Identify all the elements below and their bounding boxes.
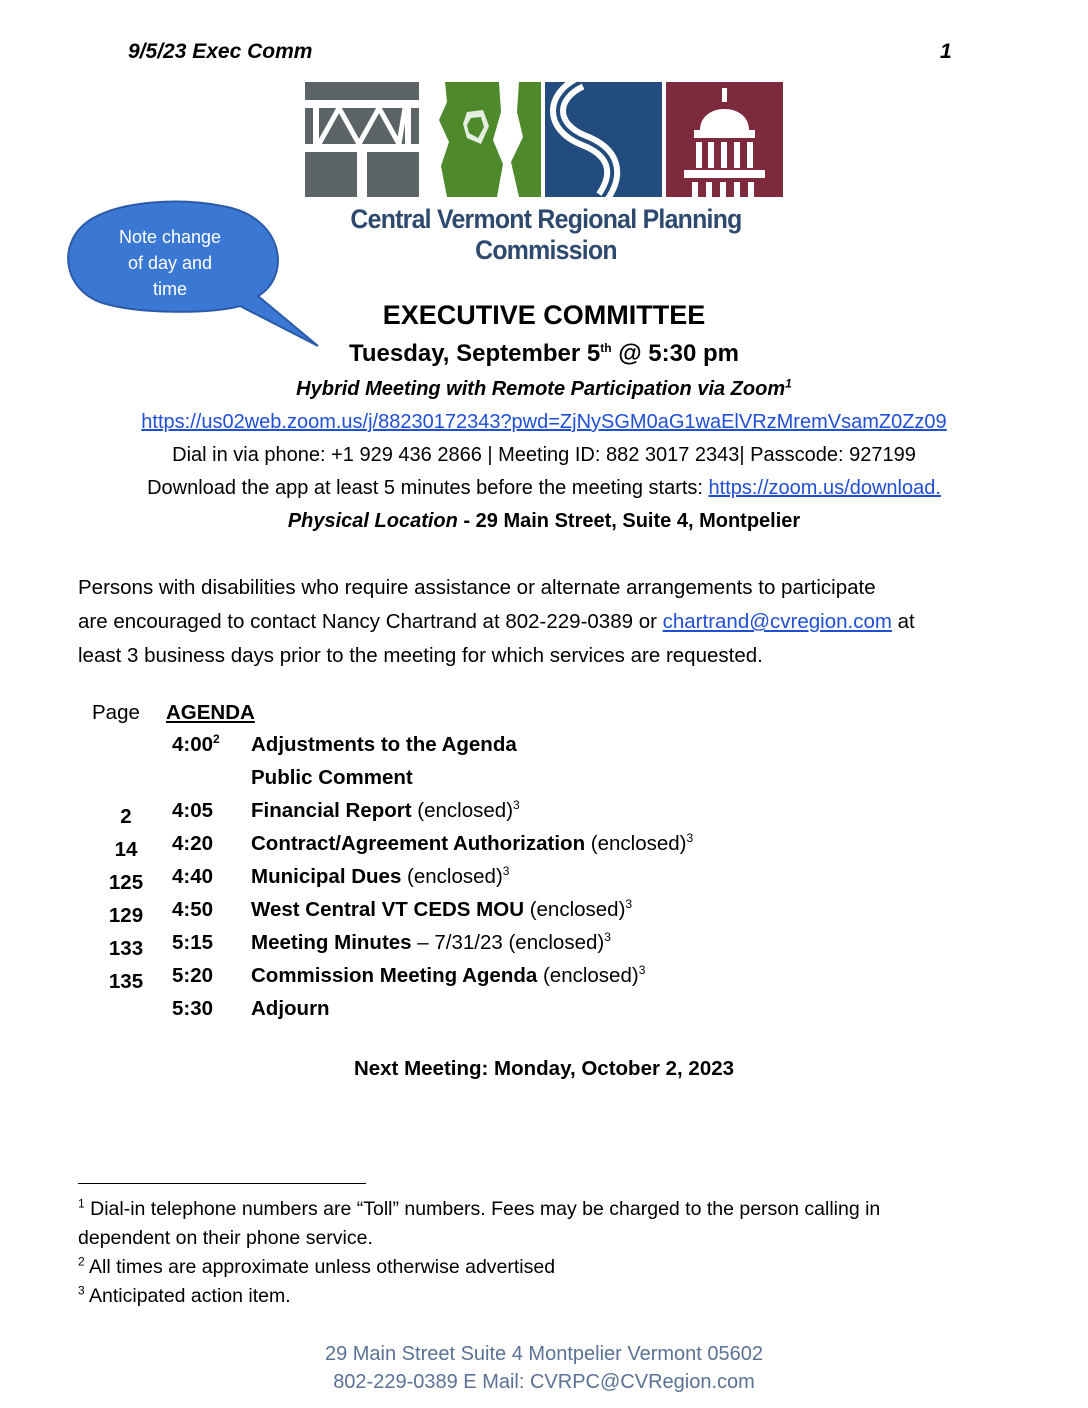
dial-in-info: Dial in via phone: +1 929 436 2866 | Meeting ID: 882 3017 2343| Passcode: 927199 <box>172 444 916 466</box>
page-number: 1 <box>940 40 952 63</box>
agenda-item-title: Meeting Minutes – 7/31/23 (enclosed)$^3$ <box>251 930 611 954</box>
agenda-item-time: 4:50 <box>172 898 214 921</box>
capitol-dome-icon <box>666 82 783 197</box>
agenda-item-time: 5:30 <box>172 997 214 1020</box>
next-meeting: Next Meeting: Monday, October 2, 2023 <box>353 1057 735 1080</box>
zoom-download-link[interactable]: https://zoom.us/download. <box>708 477 941 499</box>
agenda-item-time: 4:40 <box>172 865 214 888</box>
footer-address: 29 Main Street Suite 4 Montpelier Vermont 05602 <box>324 1343 764 1365</box>
callout-line: Note change <box>118 227 222 247</box>
hybrid-meeting-note: Hybrid Meeting with Remote Participation via Zoom$^1$ <box>296 376 792 400</box>
agenda-item-title: Municipal Dues (enclosed)$^3$ <box>251 864 510 888</box>
agenda-page-header: Page <box>92 701 140 724</box>
vermont-map-icon <box>423 82 541 197</box>
zoom-meeting-link-row <box>0 411 1088 434</box>
agenda-item <box>0 832 1088 865</box>
zoom-meeting-link[interactable]: https://us02web.zoom.us/j/88230172343?pwd=ZjNySGM0aG1waElVRzMremVsamZ0Zz09 <box>141 411 947 433</box>
callout-line: of day and <box>127 253 213 273</box>
agenda-item <box>0 865 1088 898</box>
agenda-item-page: 133 <box>108 937 144 960</box>
contact-email-link[interactable]: chartrand@cvregion.com <box>662 610 892 633</box>
footer-contact: 802-229-0389 E Mail: CVRPC@CVRegion.com <box>333 1371 755 1393</box>
agenda-item <box>0 964 1088 997</box>
agenda-item-page: 135 <box>108 970 144 993</box>
physical-location: Physical Location - 29 Main Street, Suite 4, Montpelier <box>287 510 801 532</box>
agenda-item <box>0 799 1088 832</box>
bridge-icon <box>305 82 419 197</box>
paragraph-line: least 3 business days prior to the meeting for which services are requested. <box>78 644 763 667</box>
footnote-divider <box>78 1183 366 1184</box>
agenda-item <box>0 733 1088 766</box>
agenda-item <box>0 931 1088 964</box>
agenda-item-page: 125 <box>108 871 144 894</box>
agenda-item-time: 4:05 <box>172 799 214 822</box>
river-icon <box>545 82 662 197</box>
agenda-item-page: 129 <box>108 904 144 927</box>
document-header-date: 9/5/23 Exec Comm <box>128 40 313 63</box>
meeting-date: Tuesday, September 5th @ 5:30 pm <box>349 340 739 367</box>
agenda-item <box>0 766 1088 799</box>
callout-line: time <box>152 279 187 299</box>
agenda-item <box>0 898 1088 931</box>
agenda-item-title: Public Comment <box>251 766 413 789</box>
accessibility-paragraph <box>78 571 1028 673</box>
footnote: $^3$ Anticipated action item. <box>78 1283 291 1307</box>
footnote-continuation: dependent on their phone service. <box>78 1227 373 1249</box>
footnote: $^1$ Dial-in telephone numbers are “Toll” numbers. Fees may be charged to the person calling in <box>78 1196 881 1220</box>
agenda-item-title: Commission Meeting Agenda (enclosed)$^3$ <box>251 963 646 987</box>
paragraph-line: are encouraged to contact Nancy Chartrand at 802-229-0389 or chartrand@cvregion.com at <box>78 610 915 633</box>
download-app-note: Download the app at least 5 minutes before the meeting starts: https://zoom.us/download. <box>147 477 941 499</box>
agenda-item-title: Adjourn <box>251 997 330 1020</box>
agenda-item-time: 4:20 <box>172 832 214 855</box>
meeting-title: EXECUTIVE COMMITTEE <box>382 300 706 330</box>
agenda-item-title: West Central VT CEDS MOU (enclosed)$^3$ <box>251 897 633 921</box>
agenda-item-page: 2 <box>120 805 132 828</box>
agenda-item-time: 5:20 <box>172 964 214 987</box>
org-name: Central Vermont Regional Planning Commission <box>350 204 742 265</box>
agenda-item-title: Contract/Agreement Authorization (enclosed)$^3$ <box>251 831 694 855</box>
agenda-header: AGENDA <box>166 701 255 724</box>
footnote: $^2$ All times are approximate unless otherwise advertised <box>78 1254 556 1278</box>
agenda-item-time: 5:15 <box>172 931 214 954</box>
agenda-item-time: $4:00^2$ <box>172 732 220 756</box>
agenda-item <box>0 997 1088 1030</box>
footnotes <box>78 1195 998 1311</box>
agenda-item-page: 14 <box>114 838 138 861</box>
paragraph-line: Persons with disabilities who require assistance or alternate arrangements to participate <box>78 576 876 599</box>
agenda-item-title: Adjustments to the Agenda <box>251 733 517 756</box>
agenda-item-title: Financial Report (enclosed)$^3$ <box>251 798 520 822</box>
callout-text <box>92 224 248 302</box>
